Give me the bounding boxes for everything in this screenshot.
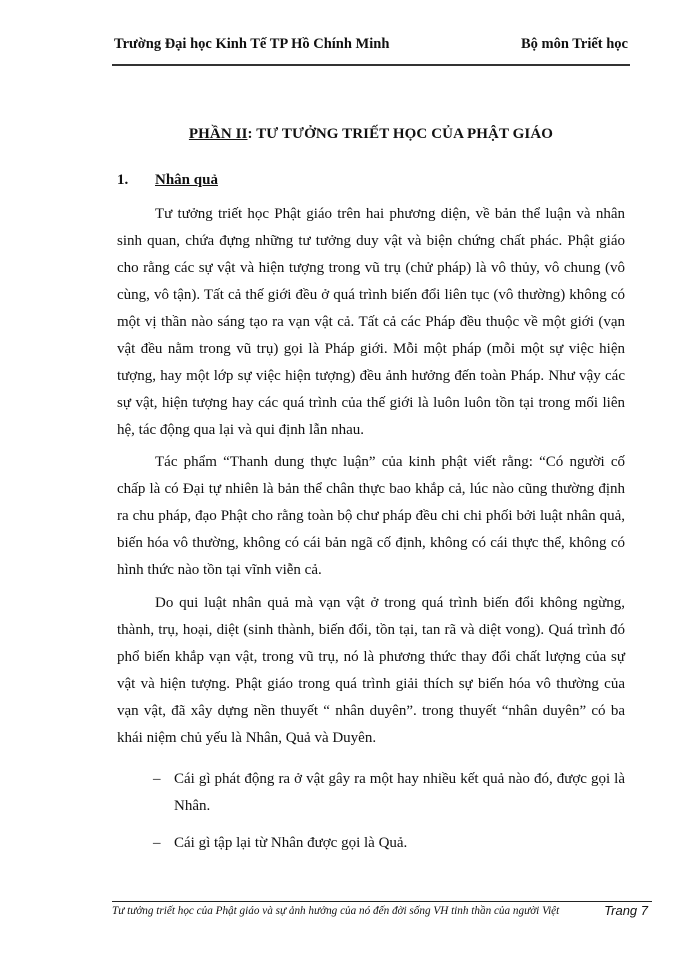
page-header [112,36,630,66]
paragraph: Tác phẩm “Thanh dung thực luận” của kinh phật viết rằng: “Có người cố chấp là có Đại tự nhiên là bản thể chân thực bao khắp cả, lúc nào cũng thường định ra chu pháp, đạo Phật cho rằng toàn bộ chư pháp đều chi chi phối bởi luật nhân quả, biến hóa vô thường, không có cái bản ngã cố định, không có cái thực thể, không có hình thức nào tồn tại vĩnh viễn cả. [117,454,625,578]
page-footer [112,901,652,918]
header-department: Bộ môn Triết học [520,36,628,52]
list-item-text: Cái gì tập lại từ Nhân được gọi là Quả. [174,835,408,851]
dash-bullet-icon: – [153,835,161,851]
section-heading [117,172,218,189]
part-label: PHẦN II [188,126,248,142]
list-item [153,766,625,820]
page-number: Trang 7 [604,903,648,918]
list-item [153,830,625,857]
part-title [112,126,630,143]
list-item-text: Cái gì phát động ra ở vật gây ra một hay nhiều kết quả nào đó, được gọi là Nhân. [174,771,625,814]
section-title: Nhân quả [155,172,218,188]
section-number: 1. [117,172,129,188]
paragraph: Tư tưởng triết học Phật giáo trên hai phương diện, về bản thể luận và nhân sinh quan, chứa đựng những tư tưởng duy vật và biện chứng chất phác. Phật giáo cho rằng các sự vật và hiện tượng trong vũ trụ (chử pháp) là vô thủy, vô chung (vô cùng, vô tận). Tất cả thế giới đều ở quá trình biến đổi liên tục (vô thường) không có một vị thần nào sáng tạo ra vạn vật cả. Tất cả các Pháp đều thuộc về một giới (vạn vật đều nằm trong vũ trụ) gọi là Pháp giới. Mỗi một pháp (mỗi một sự việc hiện tượng, hay một lớp sự việc hiện tượng) đều ảnh hưởng đến toàn Pháp. Như vậy các sự vật, hiện tượng hay các quá trình của thế giới là luôn luôn tồn tại trong mối liên hệ, tác động qua lại và qui định lẫn nhau. [117,206,625,438]
dash-bullet-icon: – [153,771,161,787]
header-school: Trường Đại học Kinh Tế TP Hồ Chính Minh [114,36,390,52]
footer-title: Tư tưởng triết học của Phật giáo và sự ảnh hưởng của nó đến đời sống VH tinh thần của người Việt [112,905,560,917]
part-title-text: : TƯ TƯỞNG TRIẾT HỌC CỦA PHẬT GIÁO [247,126,554,142]
paragraph: Do qui luật nhân quả mà vạn vật ở trong quá trình biến đổi không ngừng, thành, trụ, hoại, diệt (sinh thành, biến đổi, tồn tại, tan rã và diệt vong). Quá trình đó phổ biến khắp vạn vật, trong vũ trụ, nó là phương thức thay đổi chất lượng của sự vật và hiện tượng. Phật giáo trong quá trình giải thích sự biến hóa vô thường của vạn vật, đã xây dựng nền thuyết “ nhân duyên”. trong thuyết “nhân duyên” có ba khái niệm chủ yếu là Nhân, Quả và Duyên. [117,595,625,746]
